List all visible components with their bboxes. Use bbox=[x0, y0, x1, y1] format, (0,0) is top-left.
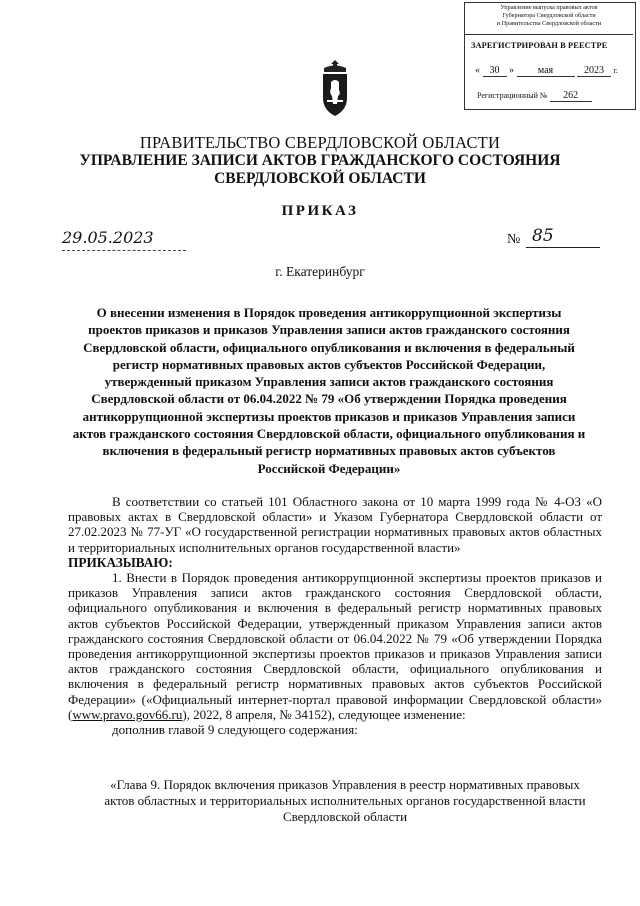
year-suffix: г. bbox=[613, 66, 618, 75]
reg-number: 262 bbox=[550, 90, 592, 102]
chapter-line: «Глава 9. Порядок включения приказов Управления в реестр нормативных правовых bbox=[110, 777, 580, 792]
chapter-line: актов областных и территориальных исполнительных органов государственной власти bbox=[104, 793, 586, 808]
stamp-day: 30 bbox=[483, 65, 507, 77]
handwritten-number: 85 bbox=[526, 226, 600, 248]
quote-close: » bbox=[509, 65, 514, 76]
handwritten-date: 29.05.2023 bbox=[62, 228, 186, 251]
department-name-line1: УПРАВЛЕНИЕ ЗАПИСИ АКТОВ ГРАЖДАНСКОГО СОСТОЯНИЯ bbox=[79, 152, 561, 169]
city: г. Екатеринбург bbox=[275, 264, 365, 279]
stamp-registration-row bbox=[477, 90, 592, 102]
stamp-header-line: и Правительства Свердловской области bbox=[496, 20, 602, 27]
chapter-line: Свердловской области bbox=[282, 809, 408, 824]
quote-open: « bbox=[475, 65, 480, 76]
registration-stamp bbox=[464, 2, 636, 110]
item-1-text: 1. Внести в Порядок проведения антикоррупционной экспертизы проектов приказов и приказов Управления записи актов гражданского состояния Свердловской области, официального опубликования и включения в федеральный регистр нормативных правовых актов субъектов Российской Федерации, утвержденный приказом Управления записи актов гражданского состояния Свердловской области от 06.04.2022 № 79 «Об утверждении Порядка проведения антикоррупционной экспертизы проектов приказов и приказов Управления записи актов гражданского состояния Свердловской области, официального опубликования и включения в федеральный регистр нормативных правовых актов субъектов Российской Федерации» («Официальный интернет-портал правовой информации Свердловской области» ( bbox=[68, 570, 602, 722]
reg-label: Регистрационный № bbox=[477, 91, 548, 100]
coat-of-arms-emblem bbox=[318, 60, 352, 118]
stamp-title: ЗАРЕГИСТРИРОВАН В РЕЕСТРЕ bbox=[471, 41, 608, 50]
stamp-year: 2023 bbox=[577, 65, 611, 77]
stamp-date-row bbox=[475, 65, 618, 77]
number-label: № bbox=[507, 232, 521, 247]
addition-paragraph: дополнив главой 9 следующего содержания: bbox=[112, 722, 358, 738]
order-title: О внесении изменения в Порядок проведения антикоррупционной экспертизы проектов приказов и приказов Управления записи актов гражданского состояния Свердловской области, официального опубликования и включения в федеральный регистр нормативных правовых актов субъектов Российской Федерации, утвержденный приказом Управления записи актов гражданского состояния Свердловской области от 06.04.2022 № 79 «Об утверждении Порядка проведения антикоррупционной экспертизы проектов приказов и приказов Управления записи актов гражданского состояния Свердловской области, официального опубликования и включения в федеральный регистр нормативных правовых актов субъектов Российской Федерации» bbox=[72, 305, 586, 476]
item-1-text-end: ), 2022, 8 апреля, № 34152), следующее изменение: bbox=[182, 706, 466, 722]
stamp-header-line: Управление выпуска правовых актов bbox=[500, 4, 598, 11]
preamble-paragraph: В соответствии со статьей 101 Областного закона от 10 марта 1999 года № 4-ОЗ «О правовых актах в Свердловской области» и Указом Губернатора Свердловской области от 27.02.2023 № 77-УГ «О государственной регистрации нормативных правовых актов областных и территориальных исполнительных органов государственной власти» bbox=[68, 494, 602, 555]
command-heading: ПРИКАЗЫВАЮ: bbox=[68, 554, 173, 570]
government-name: ПРАВИТЕЛЬСТВО СВЕРДЛОВСКОЙ ОБЛАСТИ bbox=[139, 133, 501, 152]
doc-type-heading: ПРИКАЗ bbox=[281, 203, 359, 219]
stamp-header bbox=[465, 3, 633, 35]
stamp-month: мая bbox=[517, 65, 575, 77]
department-name-line2: СВЕРДЛОВСКОЙ ОБЛАСТИ bbox=[214, 170, 426, 187]
stamp-header-line: Губернатора Свердловской области bbox=[502, 12, 596, 19]
order-body bbox=[68, 494, 602, 737]
chapter-heading bbox=[88, 777, 602, 825]
portal-link[interactable]: www.pravo.gov66.ru bbox=[72, 706, 183, 722]
item-1-paragraph bbox=[68, 570, 602, 722]
